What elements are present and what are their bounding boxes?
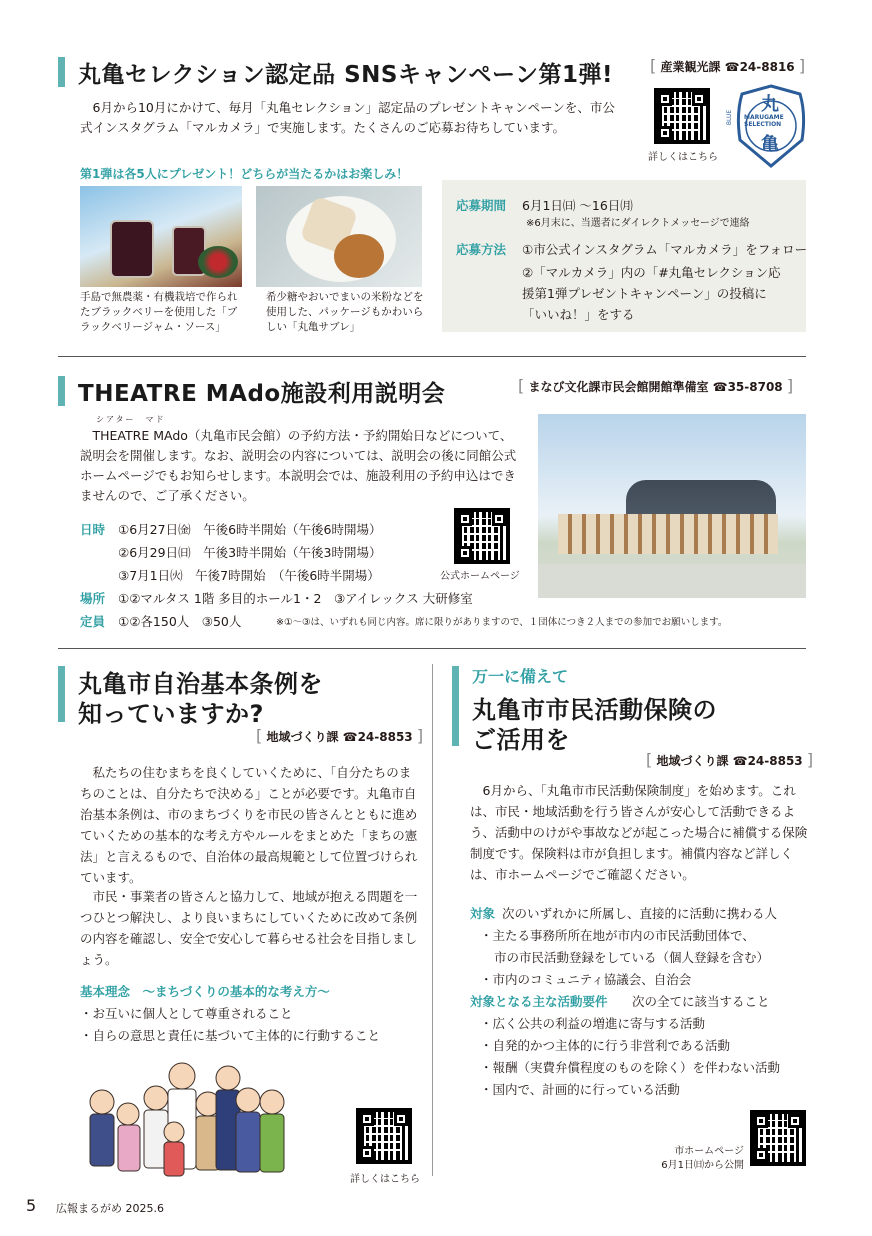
section-title: 丸亀市市民活動保険の (472, 696, 717, 724)
list-item: 市の市民活動登録をしている（個人登録を含む） (494, 950, 770, 965)
contact-info: [ 地域づくり課 ☎24-8853 ] (646, 750, 814, 769)
date-item: ②6月29日㈰ 午後3時半開始（午後3時開場） (118, 545, 382, 560)
section-body: THEATRE MAdo（丸亀市民会館）の予約方法・予約開始日などについて、説明会を開催します。なお、説明会の内容については、説明会の後に同館公式ホームページでもお知らせします。本説明会では、施設利用の予約申込はできませんので、ご了承ください。 (80, 428, 517, 503)
list-item: ・自らの意思と責任に基づいて主体的に行動すること (80, 1028, 381, 1043)
date-item: ①6月27日㈮ 午後6時半開始（午後6時開場） (118, 522, 382, 537)
list-item: ・報酬（実費弁償程度のものを除く）を伴わない活動 (480, 1060, 781, 1075)
marugame-selection-logo: 丸 MARUGAME SELECTION BLUE 亀 (734, 84, 808, 168)
publication-name: 広報まるがめ 2025.6 (56, 1202, 164, 1215)
target-label: 対象 (470, 906, 496, 921)
qr-caption: 詳しくはこちら (350, 1174, 420, 1185)
list-item: ・自発的かつ主体的に行う非営利である活動 (480, 1038, 731, 1053)
list-item: ・主たる事務所所在地が市内の市民活動団体で、 (480, 928, 755, 943)
campaign-info-box: 応募期間 6月1日㈰ ～16日㈪ ※6月末に、当選者にダイレクトメッセージで連絡 応募方法 ①市公式インスタグラム「マルカメラ」をフォロー ②「マルカメラ」内の「#丸亀セレクション応援第1弾プレゼントキャンペーン」の投稿に「いいね！」をする (442, 180, 806, 332)
section-marker (58, 666, 65, 722)
list-item: ・広く公共の利益の増進に寄与する活動 (480, 1016, 706, 1031)
capacity-value: ①②各150人 ③50人 (118, 614, 242, 629)
section-title: 丸亀セレクション認定品 SNSキャンペーン第1弾! (78, 62, 613, 88)
place-value: ①②マルタス 1階 多目的ホール1・2 ③アイレックス 大研修室 (118, 591, 473, 606)
section-title: 知っていますか? (78, 700, 264, 728)
section-body: 6月から10月にかけて、毎月「丸亀セレクション」認定品のプレゼントキャンペーンを、市公式インスタグラム「マルカメラ」で実施します。たくさんのご応募お待ちしています。 (80, 100, 615, 135)
photo-caption: 手島で無農薬・有機栽培で作られたブラックベリーを使用した「ブラックベリージャム・ソース」 (80, 291, 238, 333)
theatre-building-image (538, 414, 806, 598)
qr-caption: 詳しくはこちら (648, 152, 718, 163)
section-title: THEATRE MAdo施設利用説明会 (78, 381, 446, 407)
qr-code[interactable] (356, 1108, 412, 1164)
photo-caption: 希少糖やおいでまいの米粉などを使用した、パッケージもかわいらしい「丸亀サブレ」 (266, 291, 424, 333)
section-body: 6月から、「丸亀市市民活動保険制度」を始めます。これは、市民・地域活動を行う皆さんが安心して活動できるよう、活動中のけがや事故などが起こった場合に補償する保険制度です。保険料は市が負担します。補償内容など詳しくは、市ホームページでご確認ください。 (470, 783, 808, 882)
column-divider (432, 664, 433, 1176)
contact-info: [ まなび文化課市民会館開館準備室 ☎35-8708 ] (518, 376, 794, 395)
target-value: 次のいずれかに所属し、直接的に活動に携わる人 (502, 906, 778, 921)
qr-caption: 市ホームページ (674, 1146, 744, 1157)
gift-heading: 第1弾は各5人にプレゼント！どちらが当たるかはお楽しみ！ (80, 167, 409, 181)
qr-caption: 公式ホームページ (440, 571, 520, 582)
divider (58, 356, 806, 357)
contact-info: [ 地域づくり課 ☎24-8853 ] (256, 726, 424, 745)
section-kicker: 万一に備えて (472, 667, 569, 686)
capacity-note: ※①～③は、いずれも同じ内容。席に限りがありますので、１団体につき２人までの参加でお願いします。 (276, 617, 728, 628)
section-marker (58, 376, 65, 406)
requirement-label: 対象となる主な活動要件 (470, 994, 608, 1009)
date-label: 日時 (80, 522, 106, 537)
blackberry-jam-photo (80, 186, 242, 287)
place-label: 場所 (80, 591, 106, 606)
list-item: ・市内のコミュニティ協議会、自治会 (480, 972, 692, 987)
citizens-illustration (78, 1058, 290, 1184)
date-item: ③7月1日㈫ 午後7時開始 （午後6時半開場） (118, 568, 380, 583)
ruby-text: シアター マド (96, 415, 166, 424)
section-title: ご活用を (472, 726, 570, 754)
list-item: ・お互いに個人として尊重されること (80, 1006, 293, 1021)
section-title: 丸亀市自治基本条例を (78, 670, 323, 698)
divider (58, 648, 806, 649)
principle-heading: 基本理念 ～まちづくりの基本的な考え方～ (80, 984, 330, 999)
qr-code[interactable] (750, 1110, 806, 1166)
section-body: 市民・事業者の皆さんと協力して、地域が抱える問題を一つひとつ解決し、より良いまちにしていくために改めて条例の内容を確認し、安全で安心して暮らせる社会を目指しましょう。 (80, 889, 418, 967)
section-marker (452, 666, 459, 746)
qr-code[interactable] (454, 508, 510, 564)
qr-caption: 6月1日㈰から公開 (661, 1160, 744, 1171)
requirement-value: 次の全てに該当すること (632, 994, 770, 1009)
qr-code[interactable] (654, 88, 710, 144)
list-item: ・国内で、計画的に行っている活動 (480, 1082, 680, 1097)
contact-info: [ 産業観光課 ☎24-8816 ] (650, 56, 806, 75)
marugame-sable-photo (256, 186, 422, 287)
section-marker (58, 57, 65, 87)
section-body: 私たちの住むまちを良くしていくために、「自分たちのまちのことは、自分たちで決める」ことが必要です。丸亀市自治基本条例は、市のまちづくりを市民の皆さんとともに進めていくための基本的な考え方やルールをまとめた「まちの憲法」と言えるもので、自治体の最高規範として位置づけられています。 (80, 765, 418, 885)
page-number: 5 (26, 1196, 37, 1215)
capacity-label: 定員 (80, 614, 106, 629)
